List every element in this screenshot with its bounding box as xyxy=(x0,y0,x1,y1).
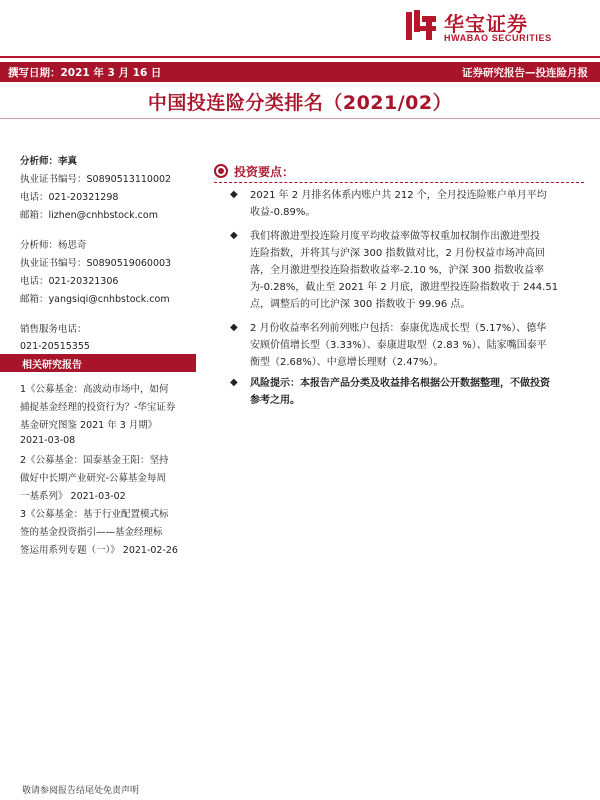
risk-warning xyxy=(250,375,586,409)
text-line: 安顾价值增长型（3.33%）、泰康进取型（2.83 %）、陆家嘴国泰平 xyxy=(250,340,547,351)
related-report-line: 捕捉基金经理的投资行为？-华宝证券 xyxy=(20,402,176,413)
text-line: 2 月份收益率名列前列账户包括：泰康优选成长型（5.17%）、德华 xyxy=(250,323,547,334)
analyst-name: 分析师：杨思奇 xyxy=(20,240,87,251)
header-divider xyxy=(0,56,600,58)
key-point-paragraph xyxy=(250,228,586,313)
key-points-title: 投资要点： xyxy=(234,165,295,179)
hwabao-logo-icon xyxy=(404,8,438,42)
related-report-line: 1《公募基金：高波动市场中，如何 xyxy=(20,384,169,395)
text-line: 风险提示：本报告产品分类及收益排名根据公开数据整理，不做投资 xyxy=(250,378,550,389)
brand-name-en: HWABAO SECURITIES xyxy=(444,33,552,43)
text-line: 连险指数，并将其与沪深 300 指数做对比，2 月份权益市场冲高回 xyxy=(250,248,545,259)
related-report-line: 2《公募基金：国泰基金王阳：坚持 xyxy=(20,455,169,466)
sales-label: 销售服务电话： xyxy=(20,324,87,335)
text-line: 参考之用。 xyxy=(250,395,300,406)
analyst-phone: 电话：021-20321298 xyxy=(20,192,119,203)
analyst-cert: 执业证书编号：S0890519060003 xyxy=(20,258,172,269)
brand-name-cn: 华宝证券 xyxy=(444,12,528,36)
brand-logo xyxy=(404,6,584,48)
page-title: 中国投连险分类排名（2021/02） xyxy=(147,92,453,114)
related-report-line: 基金研究图鉴 2021 年 3 月期》 xyxy=(20,420,158,431)
related-report-line: 签运用系列专题（一）》 2021-02-26 xyxy=(20,545,178,556)
report-date: 撰写日期：2021 年 3 月 16 日 xyxy=(8,67,162,79)
key-point-paragraph xyxy=(250,187,586,221)
related-report-line: 做好中长期产业研究-公募基金每周 xyxy=(20,473,166,484)
related-report-line: 一基系列》 2021-03-02 xyxy=(20,491,126,502)
key-point-paragraph xyxy=(250,320,586,371)
report-type: 证券研究报告—投连险月报 xyxy=(462,67,588,79)
analyst-phone: 电话：021-20321306 xyxy=(20,276,119,287)
text-line: 衡型（2.68%）、中意增长理财（2.47%）。 xyxy=(250,357,444,368)
title-divider xyxy=(0,118,600,119)
key-points-divider xyxy=(214,182,584,183)
analyst-email[interactable]: 邮箱：yangsiqi@cnhbstock.com xyxy=(20,294,170,305)
analyst-email[interactable]: 邮箱：lizhen@cnhbstock.com xyxy=(20,210,158,221)
diamond-bullet-icon: ◆ xyxy=(230,230,238,241)
related-report-line: 签的基金投资指引——基金经理标 xyxy=(20,527,163,538)
diamond-bullet-icon: ◆ xyxy=(230,189,238,200)
text-line: 我们将激进型投连险月度平均收益率做等权重加权制作出激进型投 xyxy=(250,231,540,242)
analyst-name: 分析师：李真 xyxy=(20,156,78,167)
key-points-heading xyxy=(214,163,294,180)
text-line: 为-0.28%，截止至 2021 年 2 月底，激进型投连险指数收于 244.51 xyxy=(250,282,559,293)
related-reports-header xyxy=(0,354,196,372)
header-bar xyxy=(0,62,600,82)
text-line: 落，全月激进型投连险指数收益率-2.10 %，沪深 300 指数收益率 xyxy=(250,265,544,276)
sales-phone: 021-20515355 xyxy=(20,341,90,352)
text-line: 2021 年 2 月排名体系内账户共 212 个，全月投连险账户单月平均 xyxy=(250,190,547,201)
related-report-line: 3《公募基金：基于行业配置模式标 xyxy=(20,509,169,520)
diamond-bullet-icon: ◆ xyxy=(230,322,238,333)
target-icon xyxy=(214,164,228,178)
related-report-date: 2021-03-08 xyxy=(20,435,76,446)
text-line: 点，调整后的可比沪深 300 指数收于 99.96 点。 xyxy=(250,299,471,310)
analyst-cert: 执业证书编号：S0890513110002 xyxy=(20,174,172,185)
disclaimer-footer: 敬请参阅报告结尾处免责声明 xyxy=(22,786,140,796)
related-reports-title: 相关研究报告 xyxy=(22,360,82,371)
diamond-bullet-icon: ◆ xyxy=(230,377,238,388)
text-line: 收益-0.89%。 xyxy=(250,207,316,218)
